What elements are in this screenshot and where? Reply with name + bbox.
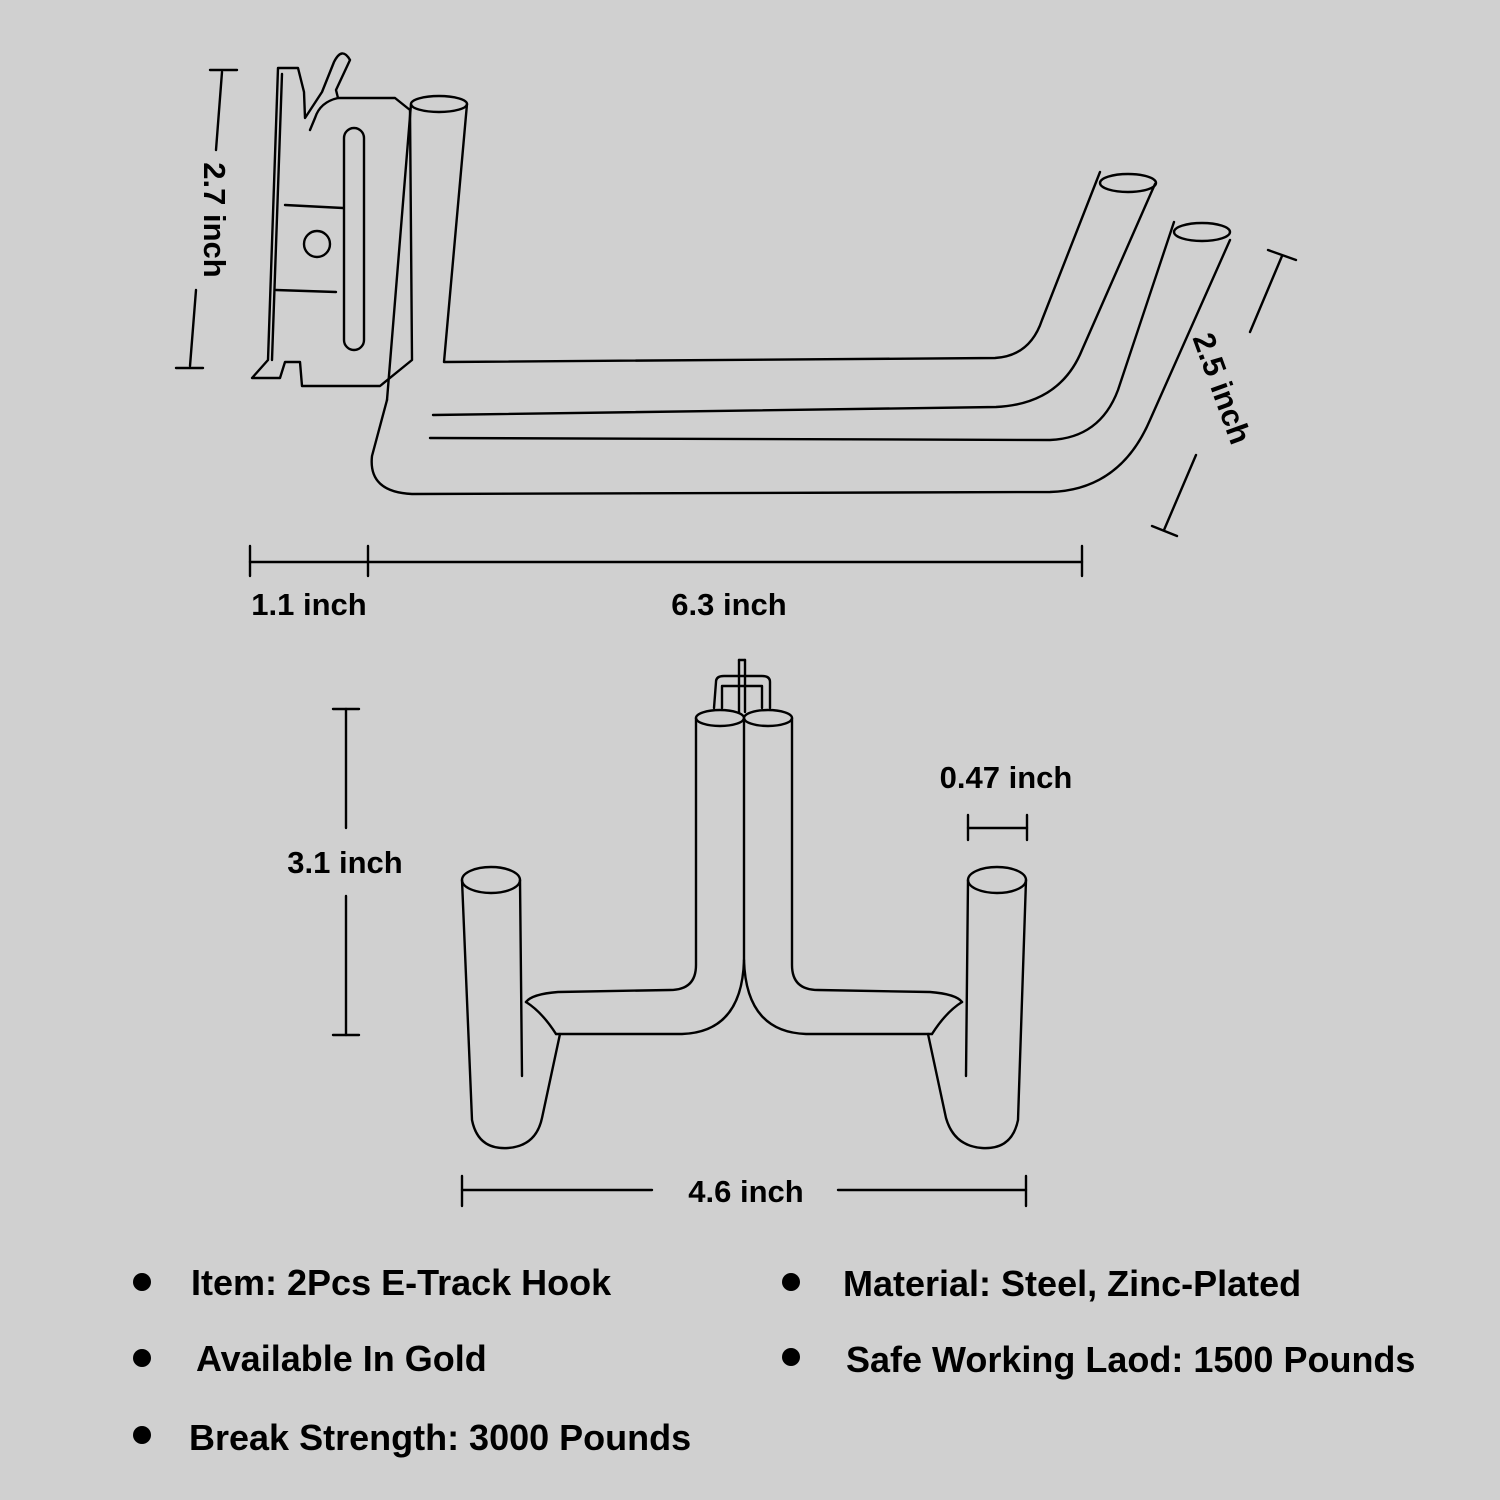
- bullet-icon: [133, 1426, 151, 1444]
- hook-arm-front: [372, 222, 1230, 494]
- label-front-height: 3.1 inch: [287, 845, 403, 880]
- label-front-width: 4.6 inch: [688, 1174, 804, 1209]
- spec-working-load: Safe Working Laod: 1500 Pounds: [846, 1339, 1416, 1380]
- label-height-left: 2.7 inch: [197, 162, 232, 278]
- dimension-line-tube-diameter: [968, 815, 1027, 840]
- dimension-line-width-bottom: [250, 546, 1082, 576]
- spec-material: Material: Steel, Zinc-Plated: [843, 1263, 1302, 1304]
- hook-front-view: [462, 660, 1026, 1148]
- bullet-icon: [133, 1273, 151, 1291]
- label-height-right: 2.5 inch: [1185, 328, 1259, 449]
- label-arm-length: 6.3 inch: [671, 587, 787, 622]
- spec-break-strength: Break Strength: 3000 Pounds: [189, 1417, 692, 1458]
- label-plate-width: 1.1 inch: [251, 587, 367, 622]
- hook-arm-rear: [387, 96, 1156, 415]
- bullet-icon: [782, 1348, 800, 1366]
- spec-color: Available In Gold: [196, 1338, 487, 1379]
- bullet-icon: [133, 1349, 151, 1367]
- mounting-plate: [252, 53, 412, 386]
- spec-item: Item: 2Pcs E-Track Hook: [191, 1262, 612, 1303]
- label-tube-diameter: 0.47 inch: [939, 760, 1073, 795]
- bullet-icon: [782, 1273, 800, 1291]
